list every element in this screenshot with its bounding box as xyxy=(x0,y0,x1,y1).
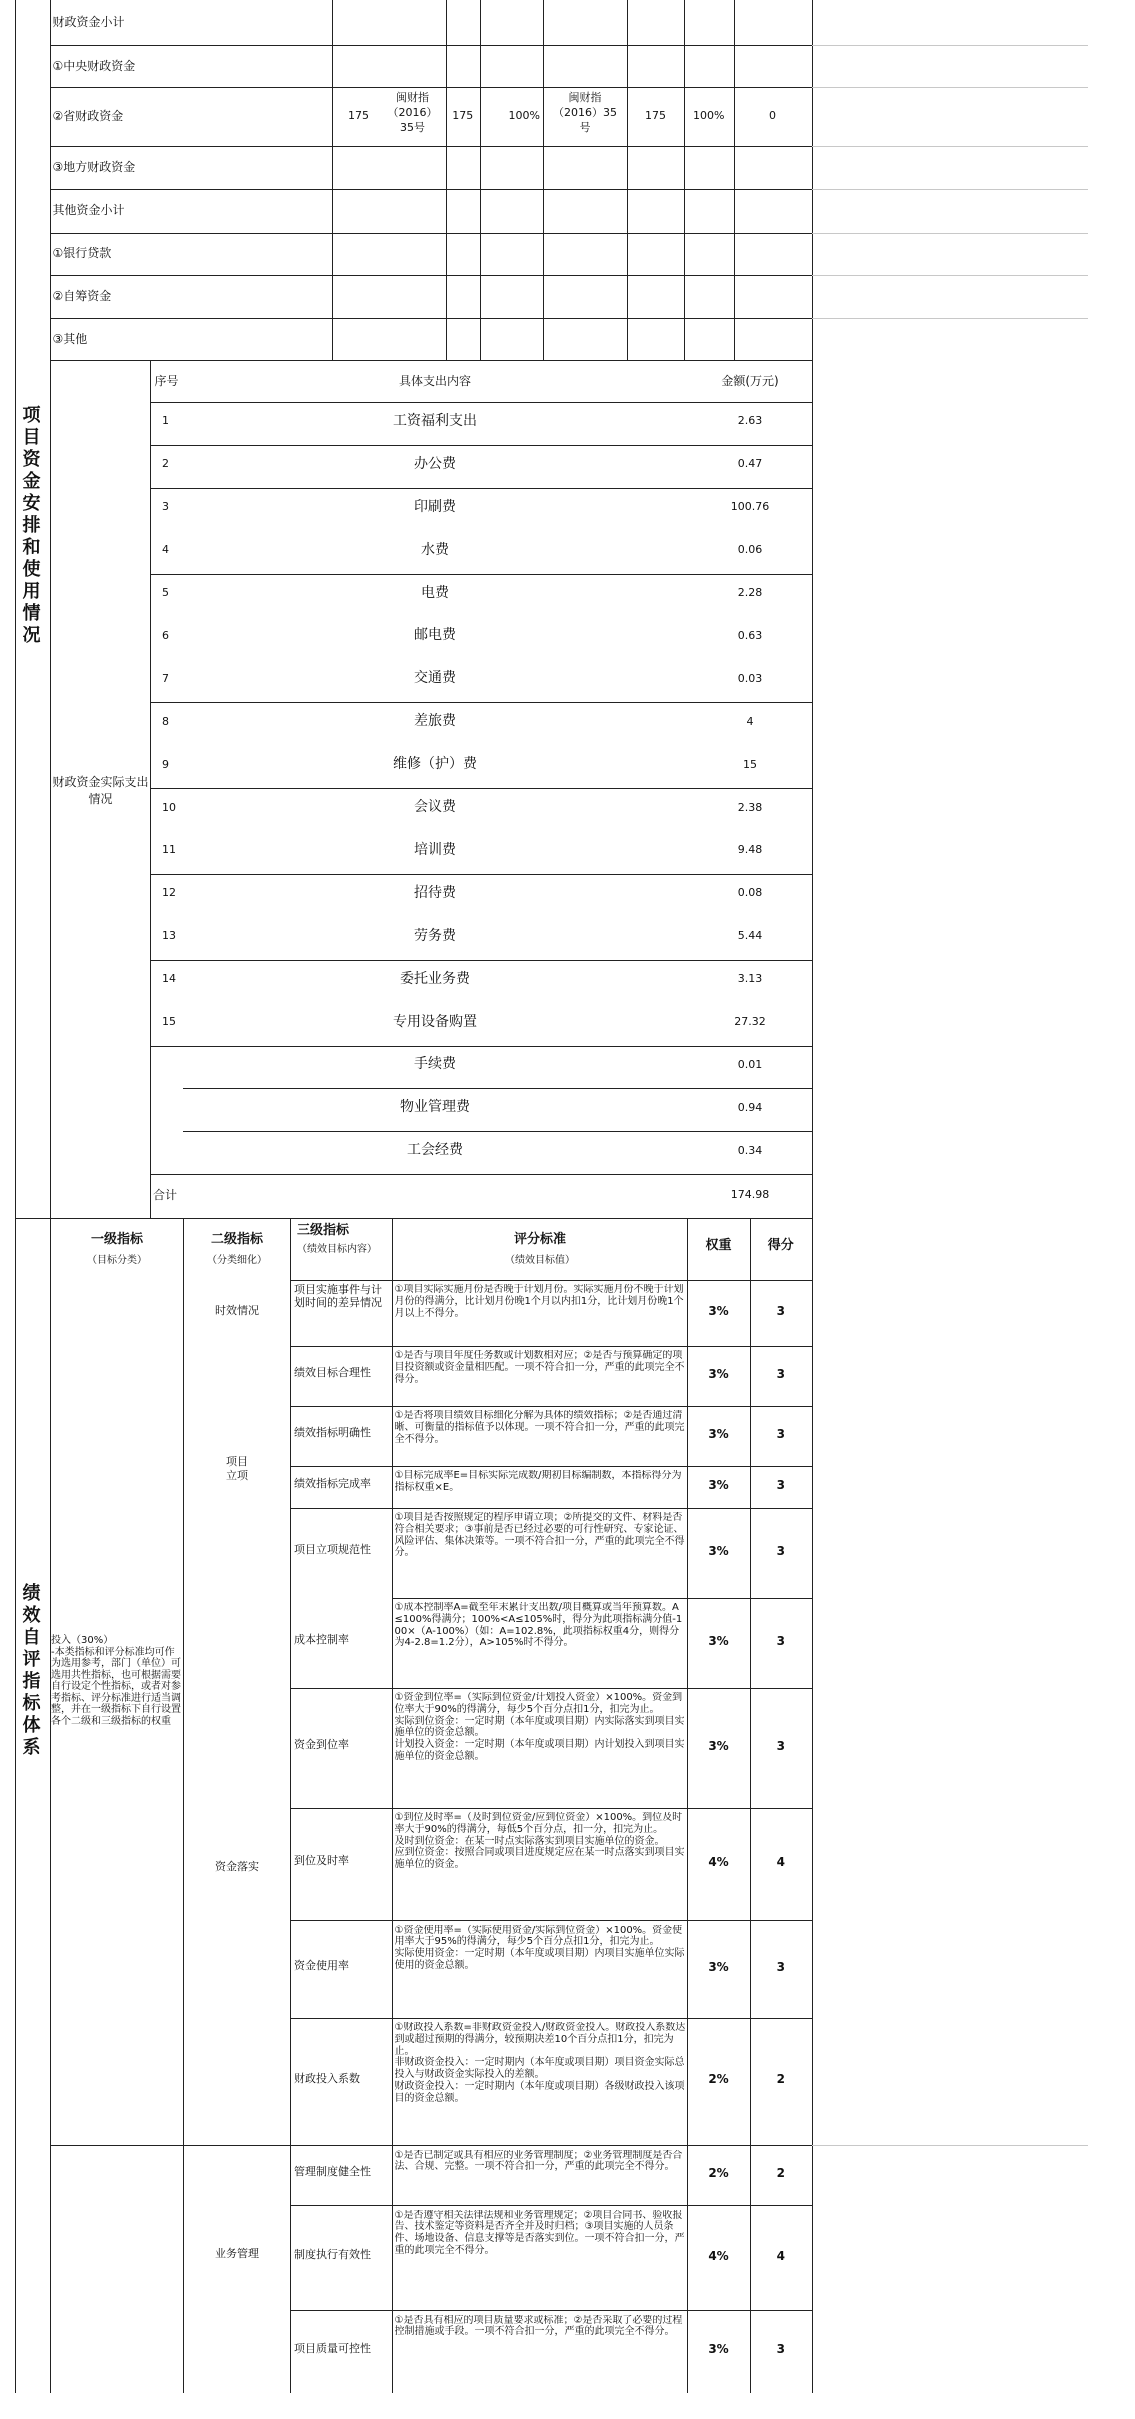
score-value: 4 xyxy=(776,2248,785,2263)
l2-group-label: 资金落实 xyxy=(215,1860,259,1873)
expenditure-item: 邮电费 xyxy=(414,627,456,644)
score-value: 3 xyxy=(776,1738,785,1753)
expenditure-no: 9 xyxy=(162,757,169,771)
expenditure-amount: 3.13 xyxy=(737,972,763,986)
grid-line xyxy=(183,1131,812,1132)
l3-indicator: 财政投入系数 xyxy=(294,2071,360,2085)
weight-value: 3% xyxy=(708,1738,729,1753)
expenditure-no: 11 xyxy=(162,843,176,857)
head-crit: 评分标准 xyxy=(513,1232,566,1247)
weight-value: 2% xyxy=(708,2166,729,2180)
grid-line xyxy=(290,1808,812,1809)
grid-line xyxy=(290,1688,812,1689)
expenditure-no: 14 xyxy=(162,972,176,986)
grid-line xyxy=(812,146,1088,147)
expenditure-amount: 100.76 xyxy=(730,500,770,514)
grid-line xyxy=(734,0,735,360)
expenditure-item: 电费 xyxy=(421,584,449,601)
grid-line xyxy=(50,360,812,361)
expenditure-item: 维修（护）费 xyxy=(393,756,477,773)
grid-line xyxy=(290,1466,812,1467)
expenditure-amount: 2.28 xyxy=(737,586,763,600)
grid-line xyxy=(50,45,812,46)
criteria-text: ①是否遵守相关法律法规和业务管理规定；②项目合同书、验收报告、技术鉴定等资料是否齐全并及时归档；③项目实施的人员条件、场地设备、信息支撑等是否落实到位。一项不符合扣一分，严重的此项完全不得分。 xyxy=(394,2209,685,2256)
head-l3: 三级指标 xyxy=(297,1223,350,1238)
weight-value: 4% xyxy=(708,2248,729,2263)
funding-cell: 0 xyxy=(769,108,776,122)
expenditure-amount: 2.38 xyxy=(737,800,763,814)
l3-indicator: 到位及时率 xyxy=(294,1854,349,1867)
expenditure-item: 差旅费 xyxy=(414,713,456,730)
expenditure-head-amount: 金额(万元) xyxy=(721,373,779,388)
head-l3-sub: （绩效目标内容） xyxy=(297,1243,377,1255)
funding-row-label: 其他资金小计 xyxy=(52,203,125,218)
head-l1: 一级指标 xyxy=(90,1232,143,1247)
criteria-text: ①是否已制定或具有相应的业务管理制度；②业务管理制度是否合法、合规、完整。一项不符合扣一分，严重的此项完全不得分。 xyxy=(394,2149,683,2173)
l3-indicator: 管理制度健全性 xyxy=(294,2165,371,2179)
expenditure-item: 印刷费 xyxy=(414,498,456,515)
score-value: 2 xyxy=(776,2166,785,2180)
l3-indicator: 绩效指标完成率 xyxy=(294,1476,371,1490)
score-value: 3 xyxy=(776,1426,785,1441)
grid-line xyxy=(150,445,812,446)
score-value: 3 xyxy=(776,1477,785,1492)
expenditure-item: 专用设备购置 xyxy=(393,1013,477,1030)
criteria-text: ①项目是否按照规定的程序申请立项；②所提交的文件、材料是否符合相关要求；③事前是否已经过必要的可行性研究、专家论证、风险评估、集体决策等。一项不符合扣一分，严重的此项完全不得分。 xyxy=(394,1512,685,1559)
expenditure-amount: 27.32 xyxy=(734,1015,766,1029)
criteria-text: ①是否具有相应的项目质量要求或标准；②是否采取了必要的过程控制措施或手段。一项不符合扣一分，严重的此项完全不得分。 xyxy=(394,2314,683,2338)
grid-line xyxy=(290,2018,812,2019)
grid-line xyxy=(684,0,685,360)
expenditure-item: 物业管理费 xyxy=(400,1099,470,1116)
grid-line xyxy=(150,960,812,961)
expenditure-side-label: 财政资金实际支出情况 xyxy=(52,775,149,806)
l3-indicator: 绩效目标合理性 xyxy=(294,1365,371,1379)
expenditure-no: 8 xyxy=(162,714,169,728)
weight-value: 3% xyxy=(708,1426,729,1441)
expenditure-no xyxy=(162,1144,192,1162)
expenditure-amount: 15 xyxy=(743,757,757,771)
funding-row-label: 财政资金小计 xyxy=(52,15,125,29)
expenditure-item: 会议费 xyxy=(414,799,456,816)
weight-value: 3% xyxy=(708,1366,729,1381)
funding-row-label: ②省财政资金 xyxy=(52,108,124,123)
expenditure-total-amount: 174.98 xyxy=(730,1187,770,1201)
expenditure-item: 培训费 xyxy=(414,841,456,858)
l2-group-label: 业务管理 xyxy=(215,2247,259,2260)
expenditure-item: 招待费 xyxy=(414,884,456,901)
head-l1-sub: （目标分类） xyxy=(87,1255,147,1266)
grid-line xyxy=(150,488,812,489)
expenditure-item: 工会经费 xyxy=(407,1142,463,1159)
l3-indicator: 资金到位率 xyxy=(294,1737,349,1751)
expenditure-amount: 2.63 xyxy=(737,414,763,428)
section-title: 项目资金安排和使用情况 xyxy=(22,405,41,646)
grid-line xyxy=(290,2205,812,2206)
expenditure-amount: 0.08 xyxy=(737,886,763,900)
grid-line xyxy=(50,189,812,190)
head-l2: 二级指标 xyxy=(210,1232,263,1247)
weight-value: 2% xyxy=(708,2072,729,2087)
funding-cell: 175 xyxy=(452,108,474,122)
grid-line xyxy=(392,2145,812,2146)
criteria-text: ①项目实际实施月份是否晚于计划月份。实际实施月份不晚于计划月份的得满分，比计划月份晚1个月以内扣1分，比计划月份晚1个月以上不得分。 xyxy=(394,1284,684,1319)
weight-value: 4% xyxy=(708,1854,729,1869)
l3-indicator: 成本控制率 xyxy=(294,1632,349,1646)
expenditure-total-label: 合计 xyxy=(153,1187,178,1202)
funding-cell: 175 xyxy=(645,108,666,122)
score-value: 3 xyxy=(776,2342,785,2357)
expenditure-amount: 0.34 xyxy=(737,1143,763,1157)
expenditure-amount: 4 xyxy=(746,714,754,728)
grid-line xyxy=(290,1406,812,1407)
weight-value: 3% xyxy=(708,1633,729,1648)
expenditure-no xyxy=(162,1101,192,1119)
expenditure-amount: 0.63 xyxy=(737,628,763,642)
expenditure-item: 办公费 xyxy=(414,455,456,472)
grid-line xyxy=(150,402,812,403)
funding-row-label: ③其他 xyxy=(52,331,88,346)
grid-line xyxy=(543,0,544,360)
grid-line xyxy=(50,275,812,276)
grid-line xyxy=(812,45,1088,46)
grid-line xyxy=(290,1920,812,1921)
criteria-text: ①财政投入系数=非财政资金投入/财政资金投入。财政投入系数达到或超过预期的得满分，较预期决差10个百分点扣1分，扣完为止。 非财政资金投入：一定时期内（本年度或项目期）项目资金实际总投入与财政资金实际投入的差额。 财政资金投入：一定时期内（本年度或项目期）各级财政投入该项目的资金总额。 xyxy=(394,2022,686,2104)
criteria-text: ①资金使用率=（实际使用资金/实际到位资金）×100%。资金使用率大于95%的得满分，每少5个百分点扣1分，扣完为止。 实际使用资金：一定时期（本年度或项目期）内项目实施单位实际使用的资金总额。 xyxy=(394,1924,685,1971)
criteria-text: ①到位及时率=（及时到位资金/应到位资金）×100%。到位及时率大于90%的得满分，每低5个百分点，扣一分，扣完为止。 及时到位资金：在某一时点实际落实到项目实施单位的资金。 应到位资金：按照合同或项目进度规定应在某一时点落实到项目实施单位的资金。 xyxy=(394,1812,685,1871)
funding-row-label: ①中央财政资金 xyxy=(52,58,136,73)
expenditure-no xyxy=(162,1058,192,1076)
grid-line xyxy=(812,87,1088,88)
grid-line xyxy=(150,574,812,575)
l3-indicator: 项目质量可控性 xyxy=(294,2341,371,2355)
funding-cell: 100% xyxy=(693,108,725,122)
grid-line xyxy=(687,1218,688,2393)
expenditure-amount: 9.48 xyxy=(737,843,763,857)
grid-line xyxy=(183,1218,184,2393)
grid-line xyxy=(290,1280,812,1281)
expenditure-amount: 5.44 xyxy=(737,929,763,943)
expenditure-no: 2 xyxy=(162,457,169,471)
score-value: 3 xyxy=(776,1633,785,1648)
score-value: 3 xyxy=(776,1959,785,1974)
l3-indicator: 项目实施事件与计划时间的差异情况 xyxy=(294,1283,382,1310)
expenditure-amount: 0.06 xyxy=(737,543,763,557)
expenditure-item: 工资福利支出 xyxy=(393,412,477,429)
grid-line xyxy=(290,2310,812,2311)
funding-row-label: ①银行贷款 xyxy=(52,246,112,260)
grid-line xyxy=(290,1218,291,2393)
grid-line xyxy=(332,0,333,360)
grid-line xyxy=(812,318,1088,319)
expenditure-no: 13 xyxy=(162,929,176,943)
section-title: 绩效自评指标体系 xyxy=(22,1582,41,1758)
expenditure-no: 15 xyxy=(162,1015,176,1029)
criteria-text: ①目标完成率E=目标实际完成数/期初目标编制数，本指标得分为指标权重×E。 xyxy=(394,1470,682,1493)
expenditure-no: 7 xyxy=(162,671,169,685)
grid-line xyxy=(392,1598,812,1599)
grid-line xyxy=(812,233,1088,234)
expenditure-amount: 0.94 xyxy=(737,1100,763,1114)
grid-line xyxy=(15,0,16,2393)
weight-value: 3% xyxy=(708,2342,729,2357)
expenditure-item: 手续费 xyxy=(414,1056,456,1073)
grid-line xyxy=(392,1218,393,2393)
l3-indicator: 绩效指标明确性 xyxy=(294,1425,371,1439)
grid-line xyxy=(150,1046,812,1047)
expenditure-no: 4 xyxy=(162,543,169,557)
grid-line xyxy=(812,2145,1088,2146)
expenditure-head-no: 序号 xyxy=(154,373,179,388)
grid-line xyxy=(480,0,481,360)
expenditure-no: 12 xyxy=(162,886,176,900)
expenditure-item: 水费 xyxy=(421,541,449,558)
expenditure-item: 交通费 xyxy=(414,670,456,687)
l2-group-label: 项目 立项 xyxy=(226,1455,248,1482)
weight-value: 3% xyxy=(708,1303,729,1318)
funding-cell: 闽财指 （2016） 35号 xyxy=(387,91,438,134)
head-crit-sub: （绩效目标值） xyxy=(505,1255,575,1266)
funding-cell: 100% xyxy=(508,108,540,122)
criteria-text: ①成本控制率A=截至年末累计支出数/项目概算或当年预算数。A≤100%得满分；100%<A≤105%时，得分为此项指标满分值-100×（A-100%）（如：A=102.8%，此项指标权重4分，则得分为4-2.8=1.2分），A>105%时不得分。 xyxy=(394,1602,683,1649)
grid-line xyxy=(150,788,812,789)
grid-line xyxy=(150,1174,812,1175)
head-l2-sub: （分类细化） xyxy=(207,1255,267,1266)
l3-indicator: 制度执行有效性 xyxy=(294,2247,371,2261)
grid-line xyxy=(290,1508,812,1509)
criteria-text: ①资金到位率=（实际到位资金/计划投入资金）×100%。资金到位率大于90%的得满分，每少5个百分点扣1分，扣完为止。 实际到位资金：一定时期（本年度或项目期）内实际落实到项目实施单位的资金总额。 计划投入资金：一定时期（本年度或项目期）内计划投入到项目实施单位的资金总额。 xyxy=(394,1692,685,1762)
expenditure-head-item: 具体支出内容 xyxy=(398,373,471,388)
grid-line xyxy=(446,0,447,360)
grid-line xyxy=(812,189,1088,190)
expenditure-amount: 0.47 xyxy=(737,457,763,471)
grid-line xyxy=(183,1088,812,1089)
l3-indicator: 资金使用率 xyxy=(294,1959,349,1972)
grid-line xyxy=(50,318,812,319)
grid-line xyxy=(15,1218,812,1219)
head-weight: 权重 xyxy=(705,1238,732,1253)
grid-line xyxy=(50,233,812,234)
score-value: 2 xyxy=(776,2072,785,2087)
weight-value: 3% xyxy=(708,1477,729,1492)
funding-cell: 闽财指 （2016）35 号 xyxy=(553,91,617,134)
grid-line xyxy=(150,874,812,875)
score-value: 3 xyxy=(776,1366,785,1381)
expenditure-item: 劳务费 xyxy=(414,927,456,944)
l2-group-label: 时效情况 xyxy=(215,1303,259,1317)
expenditure-no: 1 xyxy=(162,414,169,428)
l3-indicator: 项目立项规范性 xyxy=(294,1542,371,1556)
grid-line xyxy=(50,87,812,88)
expenditure-item: 委托业务费 xyxy=(400,970,470,987)
grid-line xyxy=(627,0,628,360)
expenditure-amount: 0.03 xyxy=(737,671,763,685)
funding-cell: 175 xyxy=(348,108,369,122)
criteria-text: ①是否与项目年度任务数或计划数相对应；②是否与预算确定的项目投资额或资金量相匹配。一项不符合扣一分，严重的此项完全不得分。 xyxy=(394,1350,685,1385)
expenditure-no: 10 xyxy=(162,800,176,814)
expenditure-no: 5 xyxy=(162,586,169,600)
score-value: 3 xyxy=(776,1303,785,1318)
weight-value: 3% xyxy=(708,1959,729,1974)
score-value: 4 xyxy=(776,1854,785,1869)
grid-line xyxy=(750,1218,751,2393)
grid-line xyxy=(812,0,813,2393)
head-score: 得分 xyxy=(767,1238,794,1253)
grid-line xyxy=(290,1346,812,1347)
input-indicator-label: 投入（30%） -本类指标和评分标准均可作为选用参考，部门（单位）可选用共性指标，也可根据需要自行设定个性指标，或者对参考指标、评分标准进行适当调整，并在一级指标下自行设置各个二级和三级指标的权重 xyxy=(51,1635,181,1727)
criteria-text: ①是否将项目绩效目标细化分解为具体的绩效指标；②是否通过清晰、可衡量的指标值予以体现。一项不符合扣一分，严重的此项完全不得分。 xyxy=(394,1410,685,1445)
weight-value: 3% xyxy=(708,1543,729,1558)
expenditure-amount: 0.01 xyxy=(737,1057,763,1071)
score-value: 3 xyxy=(776,1543,785,1558)
funding-row-label: ③地方财政资金 xyxy=(52,159,136,174)
funding-row-label: ②自筹资金 xyxy=(52,288,112,303)
grid-line xyxy=(50,0,51,2393)
grid-line xyxy=(150,702,812,703)
expenditure-no: 6 xyxy=(162,628,169,642)
expenditure-no: 3 xyxy=(162,500,169,514)
grid-line xyxy=(812,275,1088,276)
